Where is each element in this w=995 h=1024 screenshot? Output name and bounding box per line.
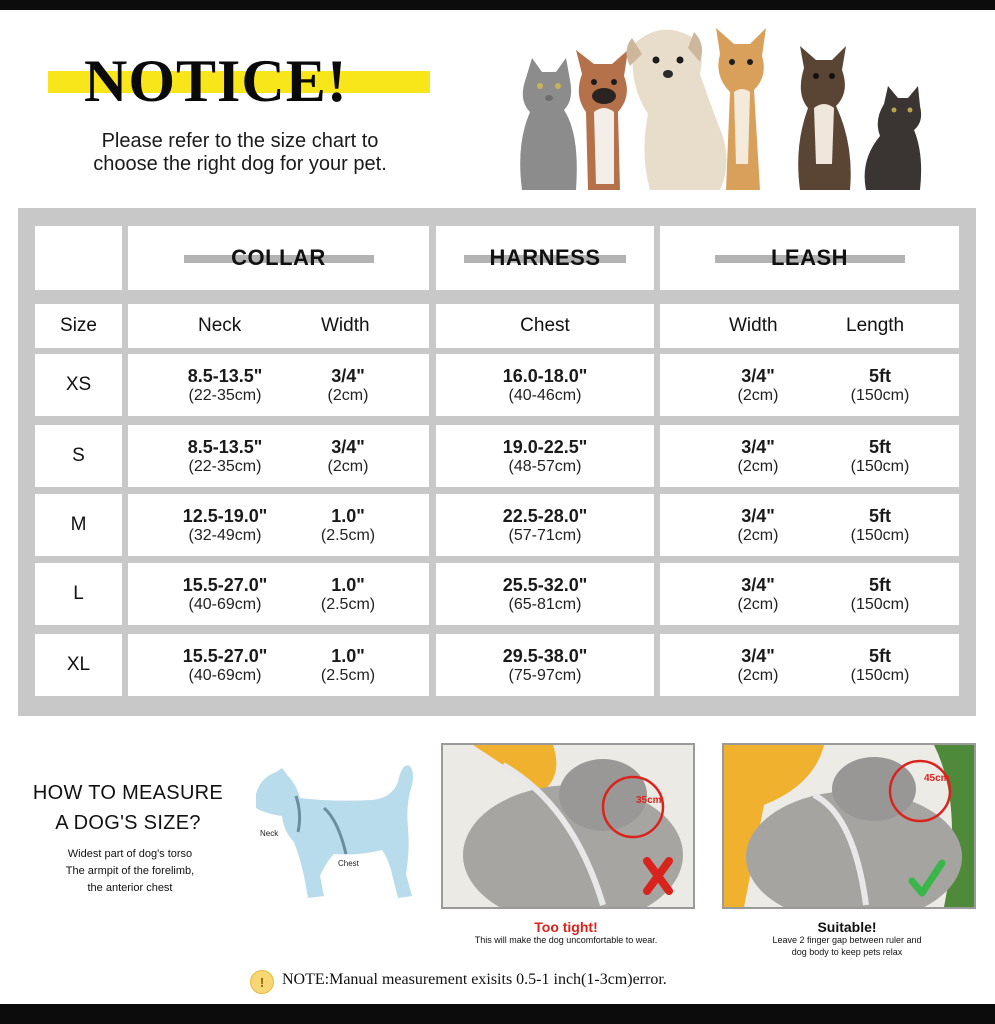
diagram-neck-label: Neck [260,829,279,838]
warning-icon: ! [250,970,274,994]
size-label: M [70,514,87,535]
header-collar-width: Width [321,315,370,336]
leash-cell [660,634,959,696]
too-tight-photo [441,743,695,909]
collar-width-inch: 3/4" [331,436,365,457]
notice-subtitle-line2: choose the right dog for your pet. [93,153,387,175]
notice-title: NOTICE! [84,48,348,114]
leash-width-inch: 3/4" [741,505,775,526]
measure-title [14,778,242,838]
header-neck: Neck [198,315,242,336]
pets-photo [510,14,930,198]
measure-note-1: Widest part of dog's torso [67,848,193,860]
leash-cell [660,354,959,416]
corner-cell [35,226,122,290]
size-cell [35,494,122,556]
fluffy-dog-illustration [626,30,726,190]
collar-width-cm: (2.5cm) [320,526,376,544]
size-label: XL [66,654,91,675]
suitable-caption-line1: Leave 2 finger gap between ruler and [772,935,922,945]
harness-cell [436,354,654,416]
size-cell [35,563,122,625]
chest-inch: 19.0-22.5" [502,436,588,457]
group-harness [436,226,654,290]
size-cell [35,425,122,487]
measure-note-2: The armpit of the forelimb, [65,865,195,877]
length-cm: (150cm) [850,386,910,404]
leash-width-cm: (2cm) [737,526,779,544]
measure-title-line2: A DOG'S SIZE? [55,812,201,834]
diagram-chest-label: Chest [338,859,359,868]
chest-cm: (40-46cm) [508,386,582,404]
too-tight-caption: This will make the dog uncomfortable to wear. [474,935,658,945]
group-leash [660,226,959,290]
leash-width-inch: 3/4" [741,365,775,386]
leash-cell [660,494,959,556]
size-label: XS [65,374,92,395]
chest-inch: 22.5-28.0" [502,505,588,526]
collar-width-cm: (2cm) [327,457,369,475]
black-cat-illustration [865,86,922,190]
header-leash-width: Width [729,315,778,336]
length-ft: 5ft [869,505,891,526]
chest-cm: (65-81cm) [508,595,582,613]
size-chart-table [18,208,976,716]
collar-width-cm: (2cm) [327,386,369,404]
size-label: L [73,583,84,604]
suitable-caption [722,934,972,958]
collar-width-inch: 3/4" [331,365,365,386]
fit-measure-tag: 45cm [924,773,950,784]
length-cm: (150cm) [850,457,910,475]
leash-width-inch: 3/4" [741,436,775,457]
dog-diagram-icon [246,758,422,908]
header-leash [660,304,959,348]
group-collar-label: COLLAR [231,245,326,270]
longhair-dog-illustration [798,46,851,190]
notice-subtitle-line1: Please refer to the size chart to [101,130,379,152]
length-cm: (150cm) [850,595,910,613]
leash-width-cm: (2cm) [737,457,779,475]
notice-subtitle [60,130,420,176]
neck-inch: 15.5-27.0" [182,645,268,666]
length-ft: 5ft [869,436,891,457]
collar-cell [128,354,429,416]
bottom-border [0,1004,995,1024]
neck-cm: (22-35cm) [188,386,262,404]
harness-cell [436,494,654,556]
group-harness-label: HARNESS [489,245,601,270]
suitable-caption-line2: dog body to keep pets relax [791,947,903,957]
measurement-error-note: NOTE:Manual measurement exisits 0.5-1 inch(1-3cm)error. [282,971,667,988]
header-collar [128,304,429,348]
chest-cm: (75-97cm) [508,666,582,684]
suitable-photo [722,743,976,909]
measure-title-line1: HOW TO MEASURE [32,782,224,804]
header-chest: Chest [520,315,570,336]
collar-cell [128,425,429,487]
chest-inch: 29.5-38.0" [502,645,588,666]
neck-inch: 12.5-19.0" [182,505,268,526]
measure-notes [30,846,230,897]
harness-cell [436,634,654,696]
leash-cell [660,425,959,487]
collar-width-inch: 1.0" [331,505,365,526]
collar-cell [128,634,429,696]
leash-width-cm: (2cm) [737,386,779,404]
length-cm: (150cm) [850,526,910,544]
collar-width-inch: 1.0" [331,574,365,595]
neck-cm: (32-49cm) [188,526,262,544]
header-length: Length [846,315,905,336]
chest-cm: (48-57cm) [508,457,582,475]
too-tight-title: Too tight! [534,919,598,935]
neck-cm: (22-35cm) [188,457,262,475]
collar-cell [128,494,429,556]
collar-width-cm: (2.5cm) [320,595,376,613]
group-leash-label: LEASH [770,245,849,270]
leash-width-cm: (2cm) [737,595,779,613]
grey-cat-illustration [520,58,577,190]
chest-inch: 25.5-32.0" [502,574,588,595]
neck-inch: 8.5-13.5" [187,436,263,457]
neck-inch: 15.5-27.0" [182,574,268,595]
tight-measure-tag: 35cm [636,795,662,806]
harness-cell [436,563,654,625]
leash-width-inch: 3/4" [741,645,775,666]
leash-width-cm: (2cm) [737,666,779,684]
collar-cell [128,563,429,625]
neck-cm: (40-69cm) [188,595,262,613]
collar-width-inch: 1.0" [331,645,365,666]
neck-cm: (40-69cm) [188,666,262,684]
collar-width-cm: (2.5cm) [320,666,376,684]
header-harness [436,304,654,348]
chest-inch: 16.0-18.0" [502,365,588,386]
header-size-label: Size [60,315,97,336]
leash-cell [660,563,959,625]
header-size [35,304,122,348]
chest-cm: (57-71cm) [508,526,582,544]
size-label: S [72,445,85,466]
length-ft: 5ft [869,645,891,666]
top-border [0,0,995,10]
neck-inch: 8.5-13.5" [187,365,263,386]
length-ft: 5ft [869,365,891,386]
length-cm: (150cm) [850,666,910,684]
group-collar [128,226,429,290]
harness-cell [436,425,654,487]
size-cell [35,354,122,416]
leash-width-inch: 3/4" [741,574,775,595]
suitable-title: Suitable! [817,919,877,935]
size-cell [35,634,122,696]
french-bulldog-illustration [576,50,628,190]
length-ft: 5ft [869,574,891,595]
measure-note-3: the anterior chest [87,882,173,894]
